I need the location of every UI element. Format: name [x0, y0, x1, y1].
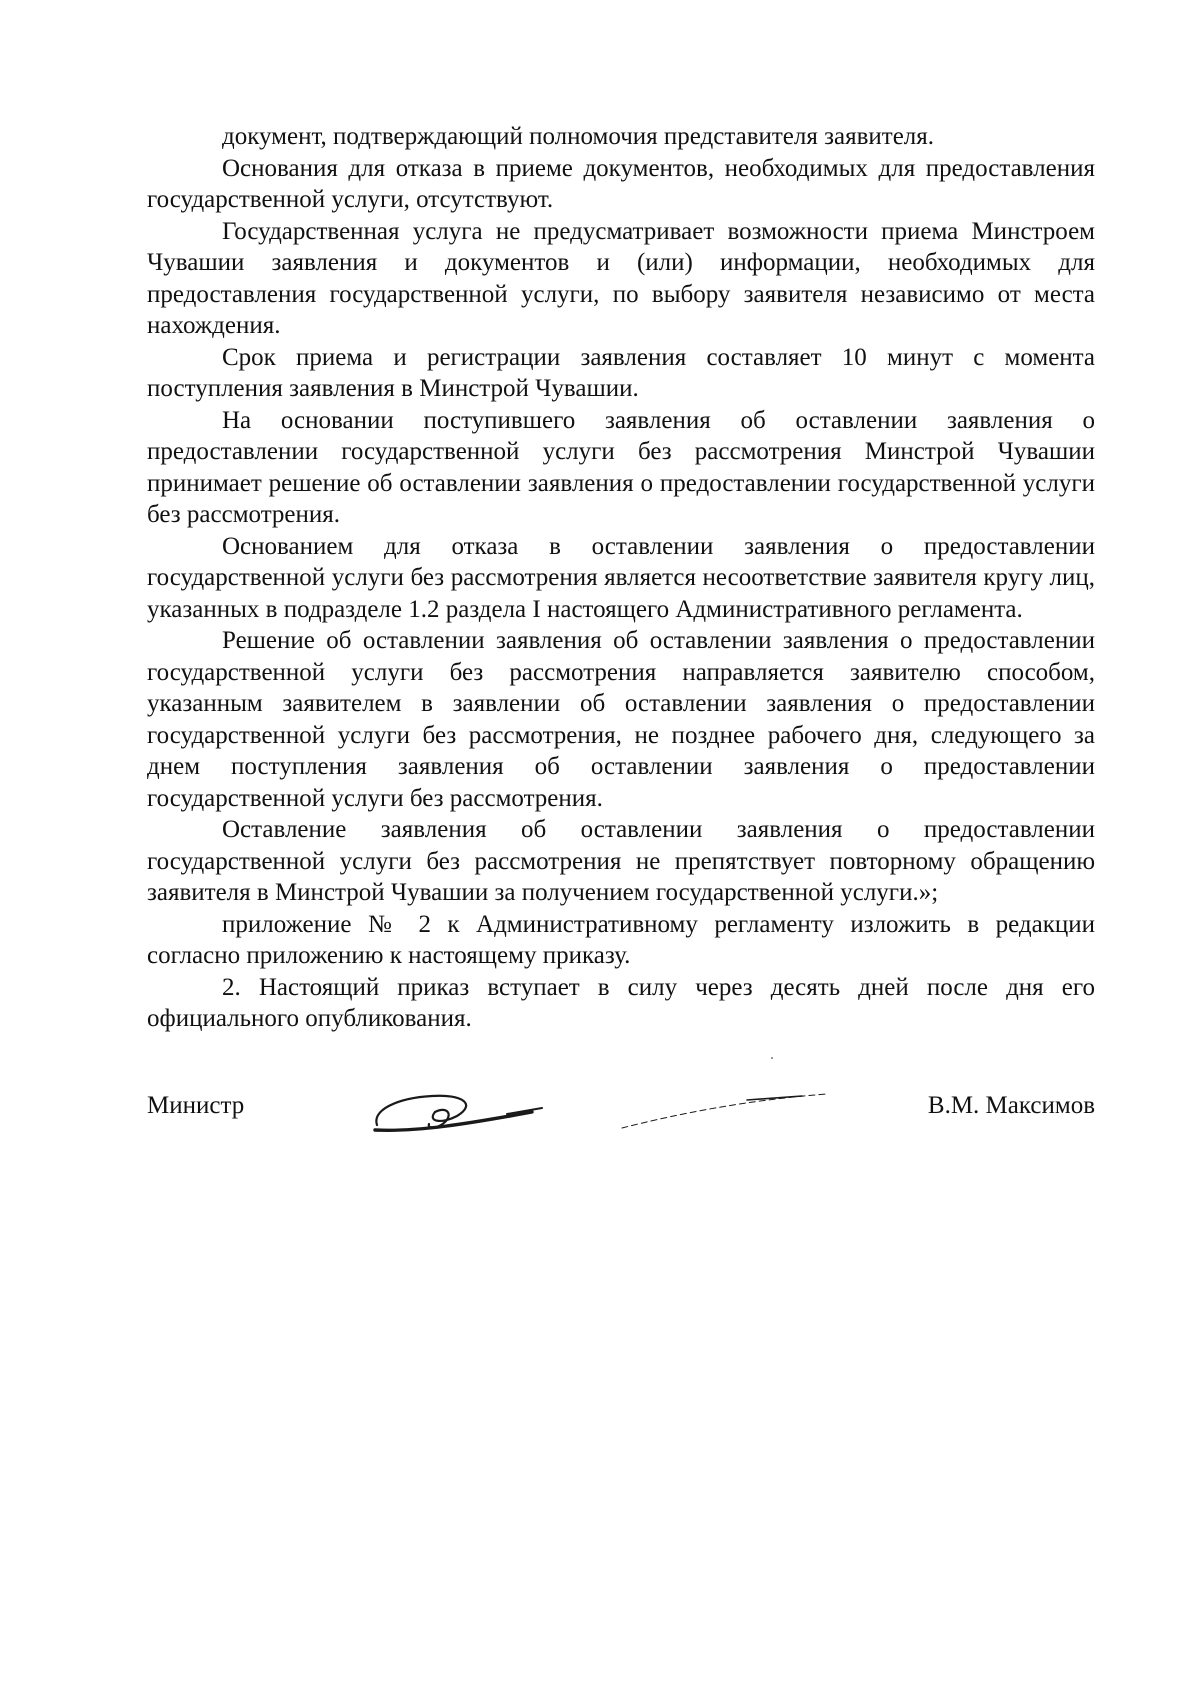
paragraph-extraterritorial: Государственная услуга не предусматривает возможности приема Минстроем Чувашии заявления и документов и (или) информации, необходимых для предоставления государственной услуги, по выбору заявителя независимо от места нахождения. — [147, 217, 1095, 339]
paragraph-refusal-leave: Основанием для отказа в оставлении заявления о предоставлении государственной услуги без рассмотрения является несоответствие заявителя кругу лиц, указанных в подразделе 1.2 раздела I настоящего Административного регламента. — [147, 532, 1095, 623]
paragraph-refusal-grounds: Основания для отказа в приеме документов, необходимых для предоставления государственной услуги, отсутствуют. — [147, 154, 1095, 213]
paragraph-decision-sending: Решение об оставлении заявления об оставлении заявления о предоставлении государственной услуги без рассмотрения направляется заявителю способом, указанным заявителем в заявлении об оставлении заявления о предоставлении государственной услуги без рассмотрения, не позднее рабочего дня, следующего за днем поступления заявления об оставлении заявления о предоставлении государственной услуги без рассмотрения. — [147, 627, 1095, 812]
paragraph-leave-without-review: На основании поступившего заявления об оставлении заявления о предоставлении государственной услуги без рассмотрения Минстрой Чувашии принимает решение об оставлении заявления о предоставлении государственной услуги без рассмотрения. — [147, 406, 1095, 528]
paragraph-registration-term: Срок приема и регистрации заявления составляет 10 минут с момента поступления заявления в Минстрой Чувашии. — [147, 343, 1095, 402]
signatory-name: В.М. Максимов — [927, 1092, 1095, 1119]
signature-block — [147, 1080, 1095, 1160]
paragraph-repeat-request: Оставление заявления об оставлении заявления о предоставлении государственной услуги без рассмотрения не препятствует повторному обращению заявителя в Минстрой Чувашии за получением государственной услуги.»; — [147, 816, 1095, 906]
paragraph-appendix-2: приложение № 2 к Административному регламенту изложить в редакции согласно приложению к настоящему приказу. — [147, 910, 1095, 969]
document-body — [147, 121, 1095, 1035]
paragraph-representative-document: документ, подтверждающий полномочия представителя заявителя. — [222, 123, 935, 150]
paragraph-entry-into-force: 2. Настоящий приказ вступает в силу через десять дней после дня его официального опубликования. — [147, 973, 1095, 1032]
handwritten-signature — [357, 1050, 957, 1140]
signatory-position: Министр — [147, 1092, 245, 1119]
